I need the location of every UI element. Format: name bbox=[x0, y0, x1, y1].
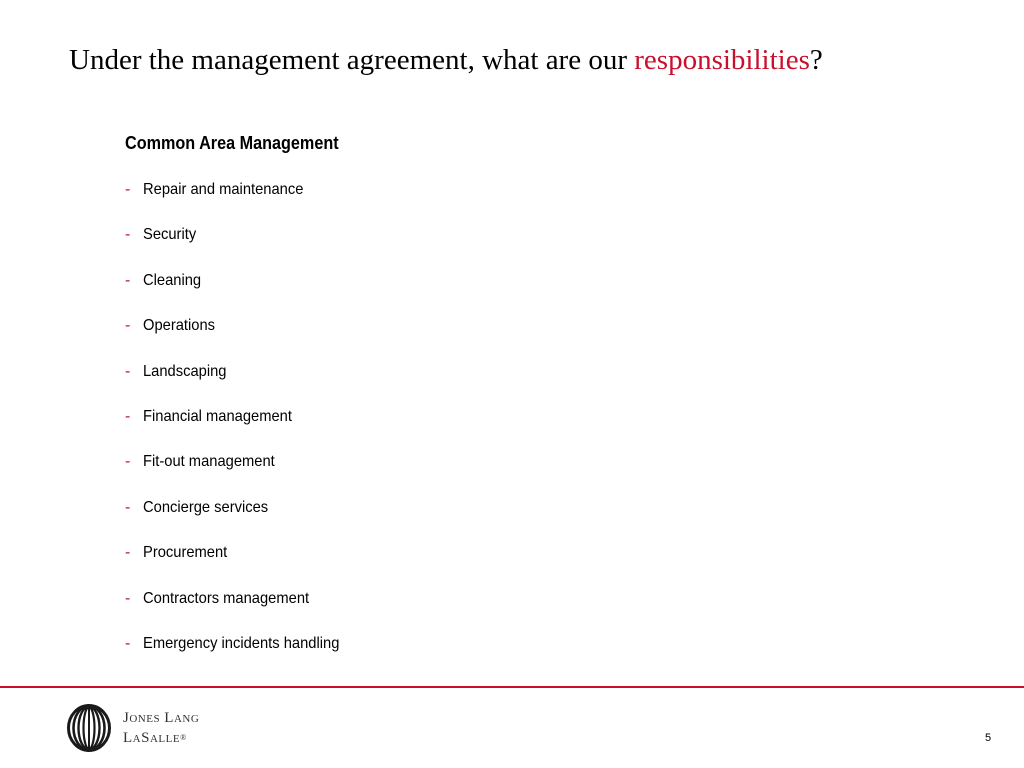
list-item bbox=[125, 451, 356, 496]
company-logo bbox=[67, 704, 199, 752]
registered-mark: ® bbox=[180, 733, 187, 742]
title-suffix: ? bbox=[809, 44, 823, 76]
list-item bbox=[125, 497, 356, 542]
list-item bbox=[125, 224, 356, 269]
list-item bbox=[125, 179, 356, 224]
section-heading: Common Area Management bbox=[125, 133, 339, 153]
list-item bbox=[125, 406, 356, 451]
list-item-label: Contractors management bbox=[143, 589, 310, 607]
bullet-dash: - bbox=[125, 181, 131, 198]
bullet-dash: - bbox=[125, 407, 131, 425]
footer-divider bbox=[0, 686, 1024, 688]
list-item bbox=[125, 542, 356, 587]
bullet-dash: - bbox=[125, 271, 131, 289]
list-item bbox=[125, 270, 356, 315]
list-item bbox=[125, 361, 356, 406]
bullet-dash: - bbox=[125, 317, 131, 335]
list-item-label: Procurement bbox=[143, 544, 228, 562]
list-item-label: Operations bbox=[143, 317, 216, 335]
logo-line-2-text: LaSalle bbox=[123, 730, 181, 746]
title-prefix: Under the management agreement, what are our bbox=[69, 44, 635, 76]
title-highlight: responsibilities bbox=[634, 44, 810, 76]
ring-logo-icon bbox=[67, 704, 111, 752]
list-item bbox=[125, 633, 356, 678]
list-item-label: Emergency incidents handling bbox=[143, 634, 340, 652]
list-item-label: Cleaning bbox=[143, 271, 202, 289]
bullet-dash: - bbox=[125, 362, 131, 380]
logo-line-1: Jones Lang bbox=[123, 710, 200, 726]
slide-title bbox=[69, 42, 823, 78]
bullet-dash: - bbox=[125, 226, 131, 244]
bullet-dash: - bbox=[125, 453, 131, 471]
bullet-dash: - bbox=[125, 498, 131, 516]
page-number: 5 bbox=[985, 732, 992, 744]
list-item-label: Security bbox=[143, 226, 197, 244]
list-item-label: Fit-out management bbox=[143, 453, 275, 471]
bullet-dash: - bbox=[125, 544, 131, 562]
list-item-label: Concierge services bbox=[143, 498, 269, 516]
bullet-dash: - bbox=[125, 634, 131, 652]
responsibility-list bbox=[125, 179, 356, 678]
list-item-label: Repair and maintenance bbox=[143, 181, 304, 198]
list-item bbox=[125, 315, 356, 360]
bullet-dash: - bbox=[125, 589, 131, 607]
list-item-label: Financial management bbox=[143, 407, 292, 425]
list-item-label: Landscaping bbox=[143, 362, 227, 380]
list-item bbox=[125, 588, 356, 633]
logo-line-2 bbox=[123, 728, 199, 748]
logo-wordmark bbox=[123, 708, 199, 748]
